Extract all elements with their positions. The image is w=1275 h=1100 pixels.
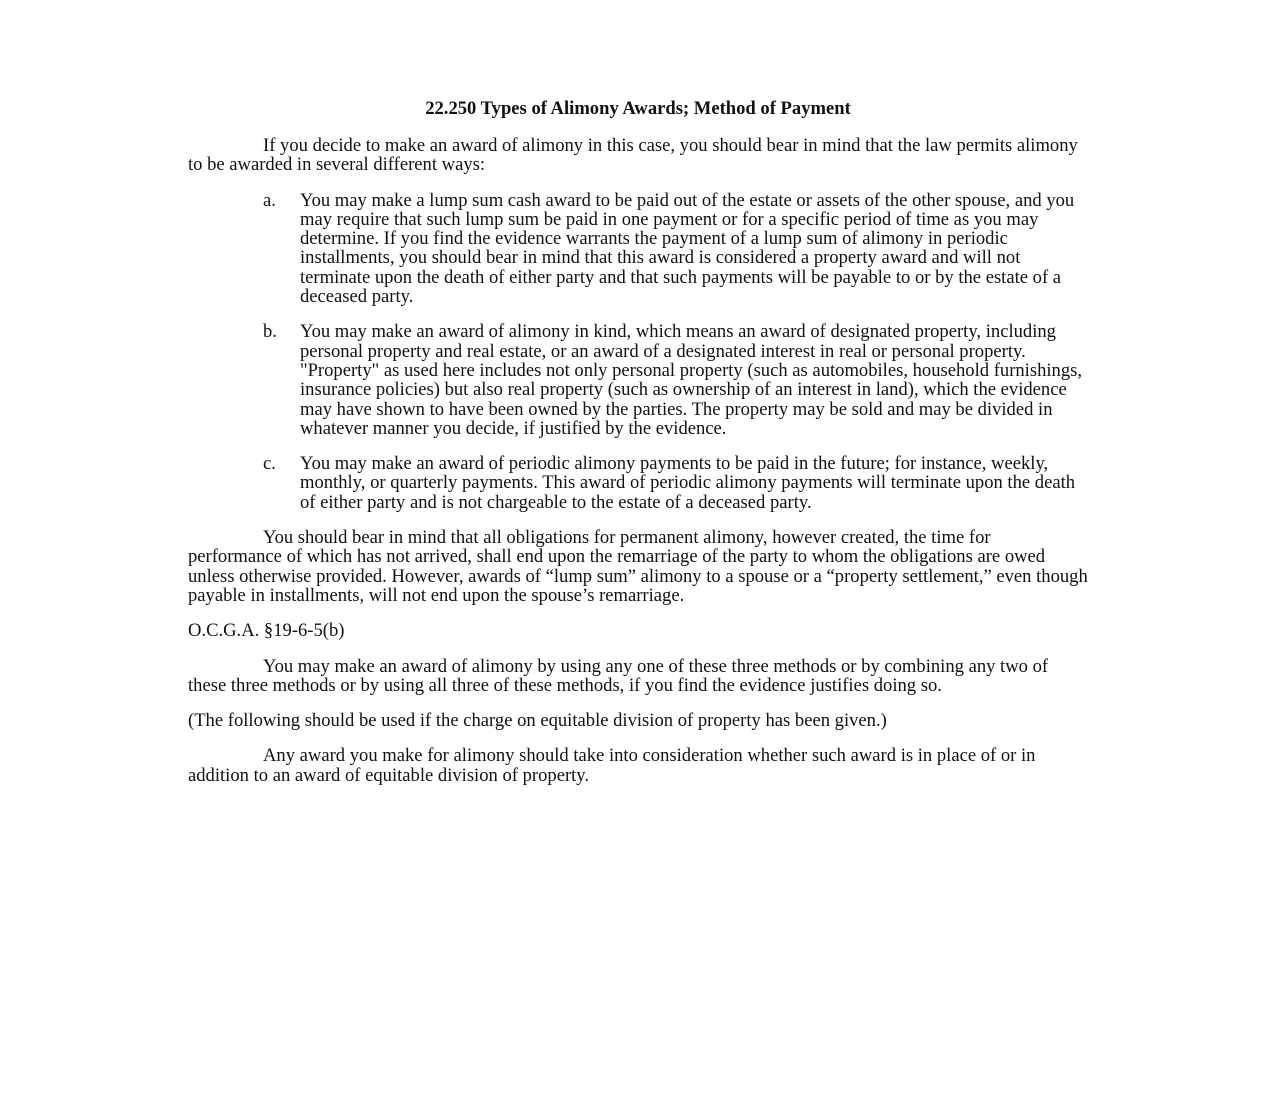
statute-citation: O.C.G.A. §19-6-5(b): [188, 620, 345, 642]
list-item-c: [188, 454, 1088, 512]
equitable-division-paragraph: Any award you make for alimony should take into consideration whether such award is in place of or in addition to an award of equitable division of property.: [188, 745, 1036, 786]
document-title: 22.250 Types of Alimony Awards; Method of Payment: [425, 98, 851, 119]
list-marker: a.: [263, 189, 276, 211]
remarriage-paragraph: You should bear in mind that all obligations for permanent alimony, however created, the time for performance of which has not arrived, shall end upon the remarriage of the party to whom the obligations are owed unless otherwise provided. However, awards of “lump sum” alimony to a spouse or a “property settlement,” even though payable in installments, will not end upon the spouse’s remarriage.: [188, 527, 1088, 606]
award-types-list: [188, 191, 1088, 512]
intro-paragraph: If you decide to make an award of alimony in this case, you should bear in mind that the law permits alimony to be awarded in several different ways:: [188, 135, 1078, 176]
list-item-b: [188, 322, 1088, 438]
combining-paragraph: You may make an award of alimony by using any one of these three methods or by combining any two of these three methods or by using all three of these methods, if you find the evidence justifies doing so.: [188, 655, 1049, 696]
list-item-text: You may make an award of alimony in kind, which means an award of designated property, including personal property and real estate, or an award of a designated interest in real or personal property. "Property" as used here includes not only personal property (such as automobiles, household furnishings, insurance policies) but also real property (such as ownership of an interest in land), which the evidence may have shown to have been owned by the parties. The property may be sold and may be divided in whatever manner you decide, if justified by the evidence.: [300, 321, 1083, 439]
list-item-a: [188, 191, 1088, 307]
list-marker: c.: [263, 453, 276, 475]
list-item-text: You may make a lump sum cash award to be paid out of the estate or assets of the other spouse, and you may require that such lump sum be paid in one payment or for a specific period of time as you may determine. If you find the evidence warrants the payment of a lump sum of alimony in periodic installments, you should bear in mind that this award is considered a property award and will not terminate upon the death of either party and that such payments will be payable to or by the estate of a deceased party.: [300, 189, 1075, 308]
document-page: [188, 98, 1088, 801]
list-item-text: You may make an award of periodic alimony payments to be paid in the future; for instance, weekly, monthly, or quarterly payments. This award of periodic alimony payments will terminate upon the death of either party and is not chargeable to the estate of a deceased party.: [300, 453, 1076, 513]
usage-note: (The following should be used if the charge on equitable division of property has been given.): [188, 710, 887, 732]
list-marker: b.: [263, 321, 277, 343]
